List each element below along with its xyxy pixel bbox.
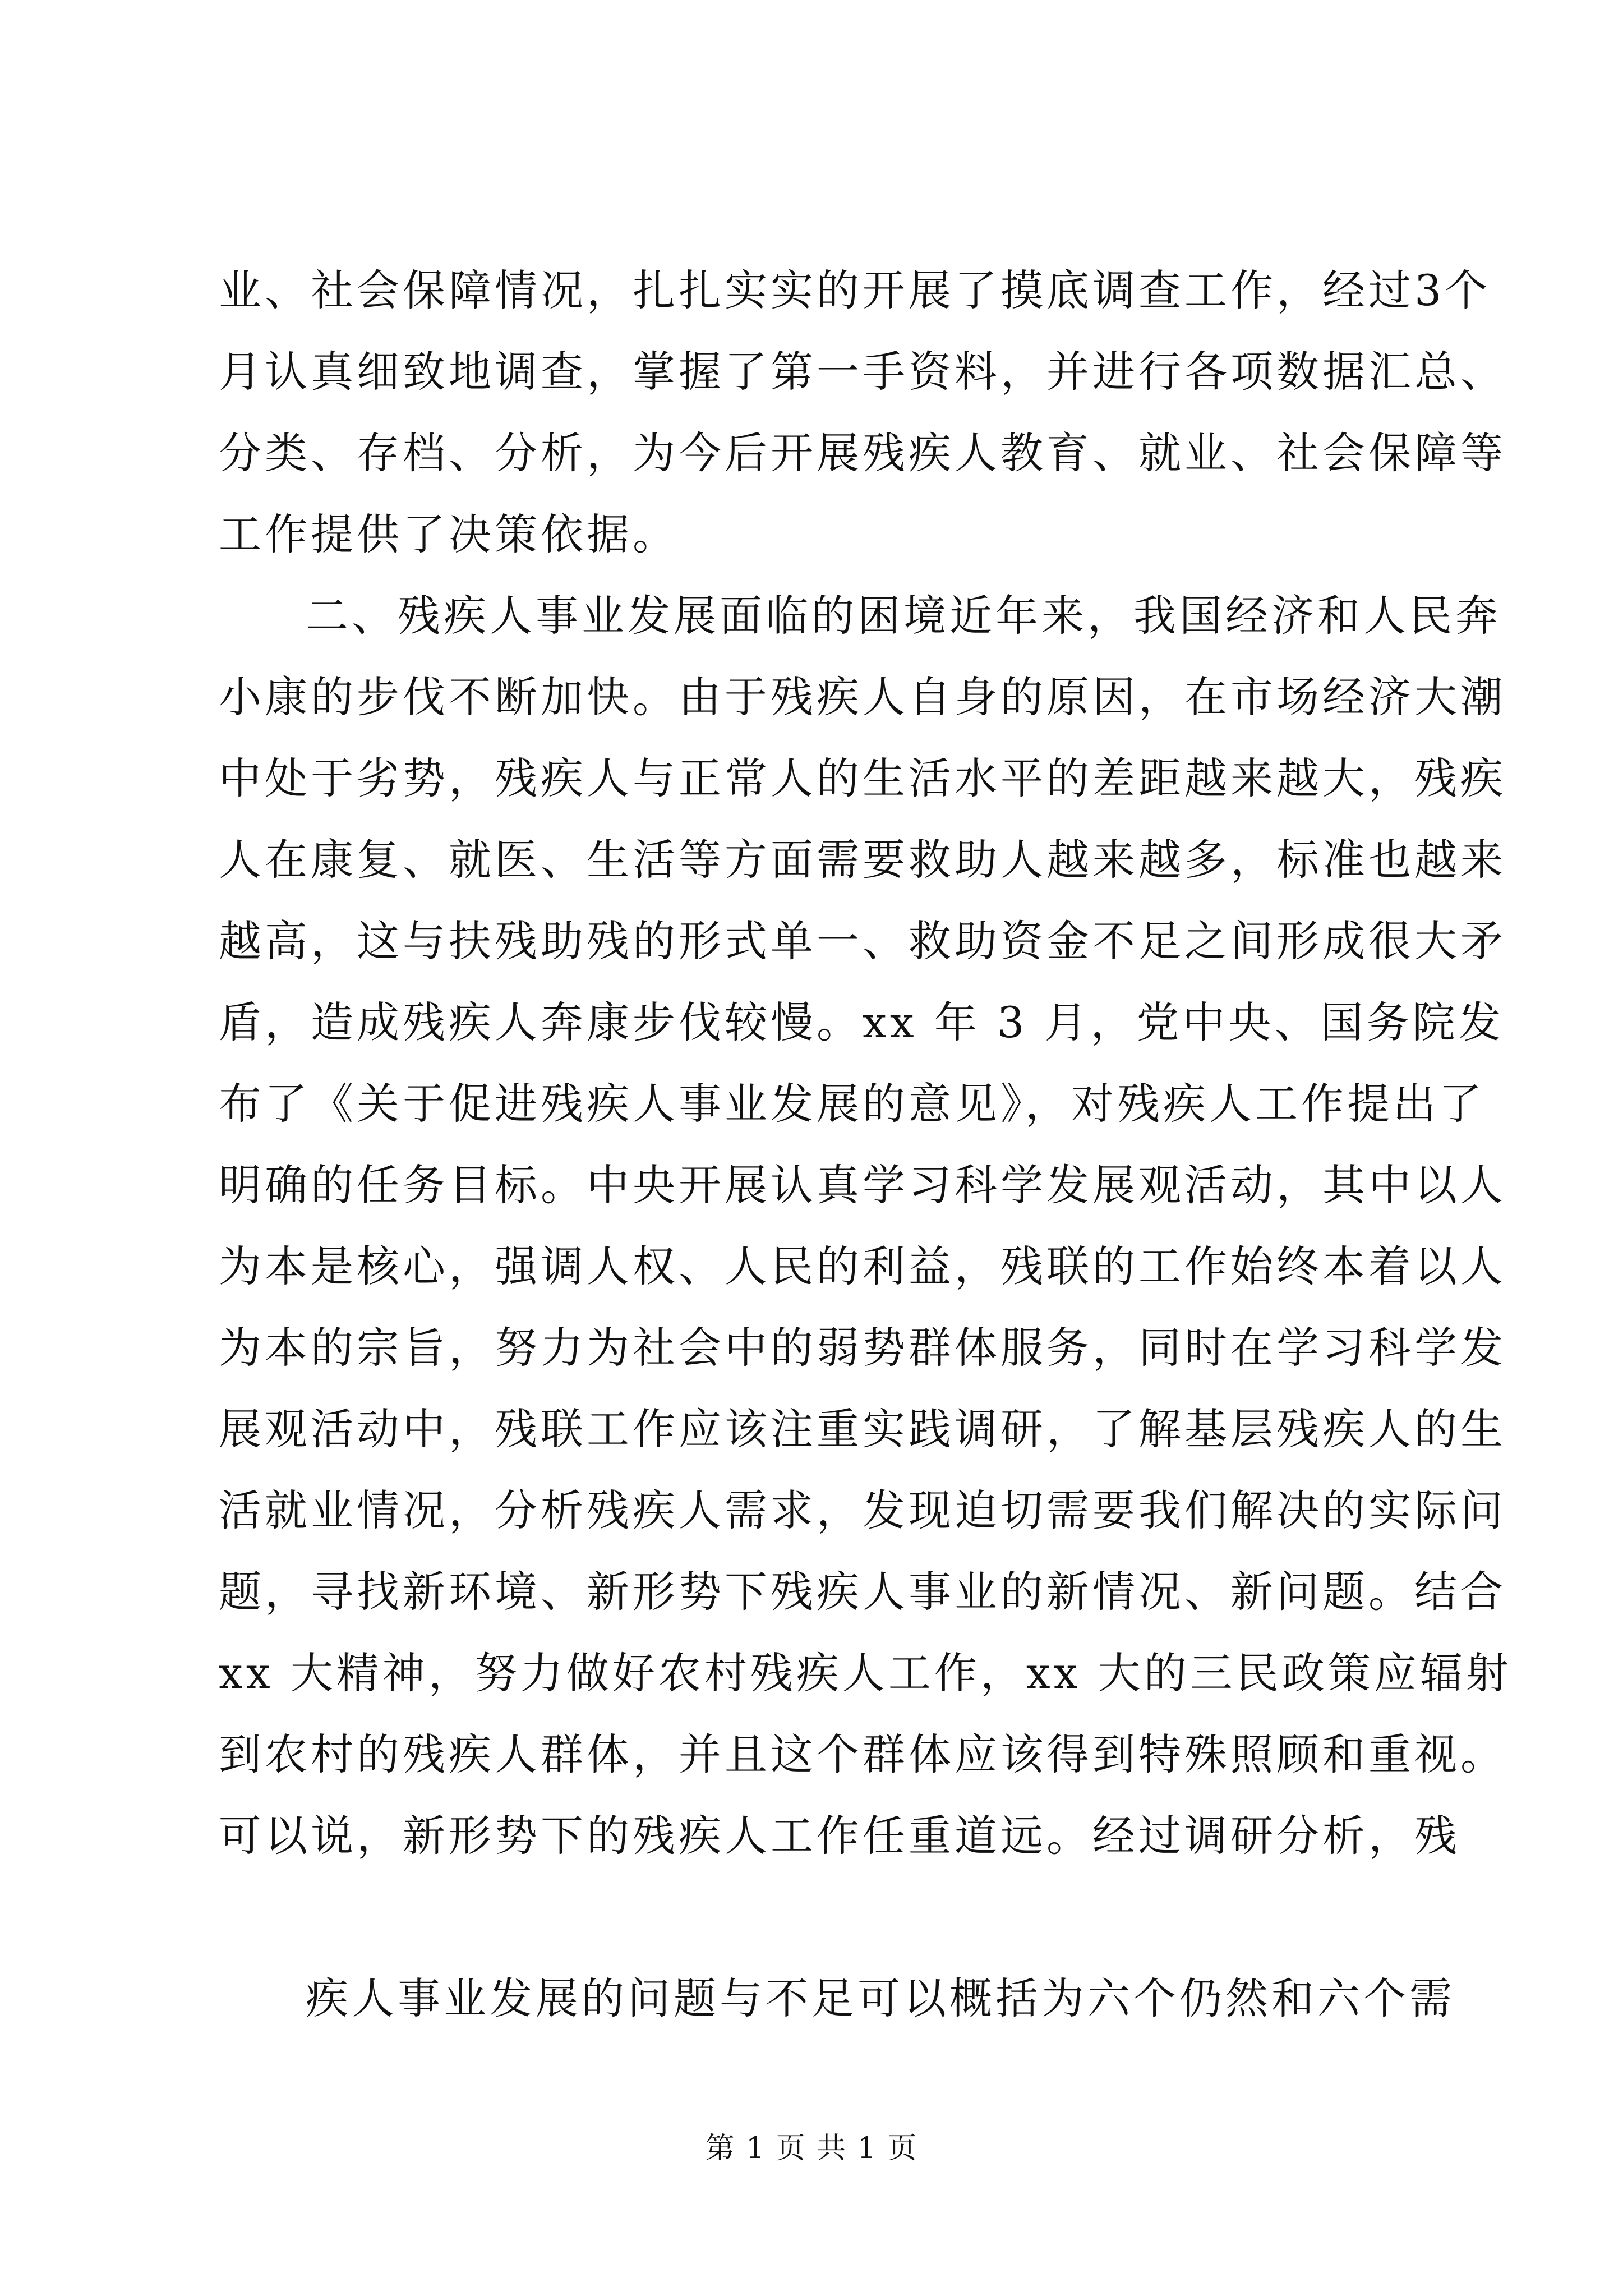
body-text-line: 越高，这与扶残助残的形式单一、救助资金不足之间形成很大矛 bbox=[219, 916, 1506, 966]
body-text-line: xx 大精神，努力做好农村残疾人工作，xx 大的三民政策应辐射 bbox=[219, 1648, 1512, 1698]
body-text-line: 分类、存档、分析，为今后开展残疾人教育、就业、社会保障等 bbox=[219, 428, 1506, 478]
body-text-line: 可以说，新形势下的残疾人工作任重道远。经过调研分析，残 bbox=[219, 1811, 1460, 1861]
body-text-line: 工作提供了决策依据。 bbox=[219, 509, 679, 559]
body-text-line: 布了《关于促进残疾人事业发展的意见》，对残疾人工作提出了 bbox=[219, 1079, 1485, 1129]
body-text-line: 疾人事业发展的问题与不足可以概括为六个仍然和六个需 bbox=[306, 1973, 1455, 2023]
body-text-line: 月认真细致地调查，掌握了第一手资料，并进行各项数据汇总、 bbox=[219, 347, 1506, 397]
body-text-line: 中处于劣势，残疾人与正常人的生活水平的差距越来越大，残疾 bbox=[219, 753, 1506, 803]
body-text-line: 到农村的残疾人群体，并且这个群体应该得到特殊照顾和重视。 bbox=[219, 1729, 1506, 1779]
body-text-line: 为本的宗旨，努力为社会中的弱势群体服务，同时在学习科学发 bbox=[219, 1323, 1506, 1373]
body-text-line: 活就业情况，分析残疾人需求，发现迫切需要我们解决的实际问 bbox=[219, 1485, 1506, 1535]
body-text-line: 盾，造成残疾人奔康步伐较慢。xx 年 3 月，党中央、国务院发 bbox=[219, 997, 1505, 1047]
body-text-line: 小康的步伐不断加快。由于残疾人自身的原因，在市场经济大潮 bbox=[219, 672, 1506, 722]
body-text-line: 二、残疾人事业发展面临的困境近年来，我国经济和人民奔 bbox=[306, 591, 1501, 641]
body-text-line: 明确的任务目标。中央开展认真学习科学发展观活动，其中以人 bbox=[219, 1160, 1506, 1210]
body-text-line: 展观活动中，残联工作应该注重实践调研，了解基层残疾人的生 bbox=[219, 1404, 1506, 1454]
page-number-footer: 第 1 页 共 1 页 bbox=[705, 2132, 918, 2165]
body-text-line: 题，寻找新环境、新形势下残疾人事业的新情况、新问题。结合 bbox=[219, 1567, 1506, 1617]
body-text-line: 业、社会保障情况，扎扎实实的开展了摸底调查工作，经过3个 bbox=[219, 265, 1491, 315]
body-text-line: 人在康复、就医、生活等方面需要救助人越来越多，标准也越来 bbox=[219, 835, 1506, 885]
body-text-line: 为本是核心，强调人权、人民的利益，残联的工作始终本着以人 bbox=[219, 1241, 1506, 1291]
